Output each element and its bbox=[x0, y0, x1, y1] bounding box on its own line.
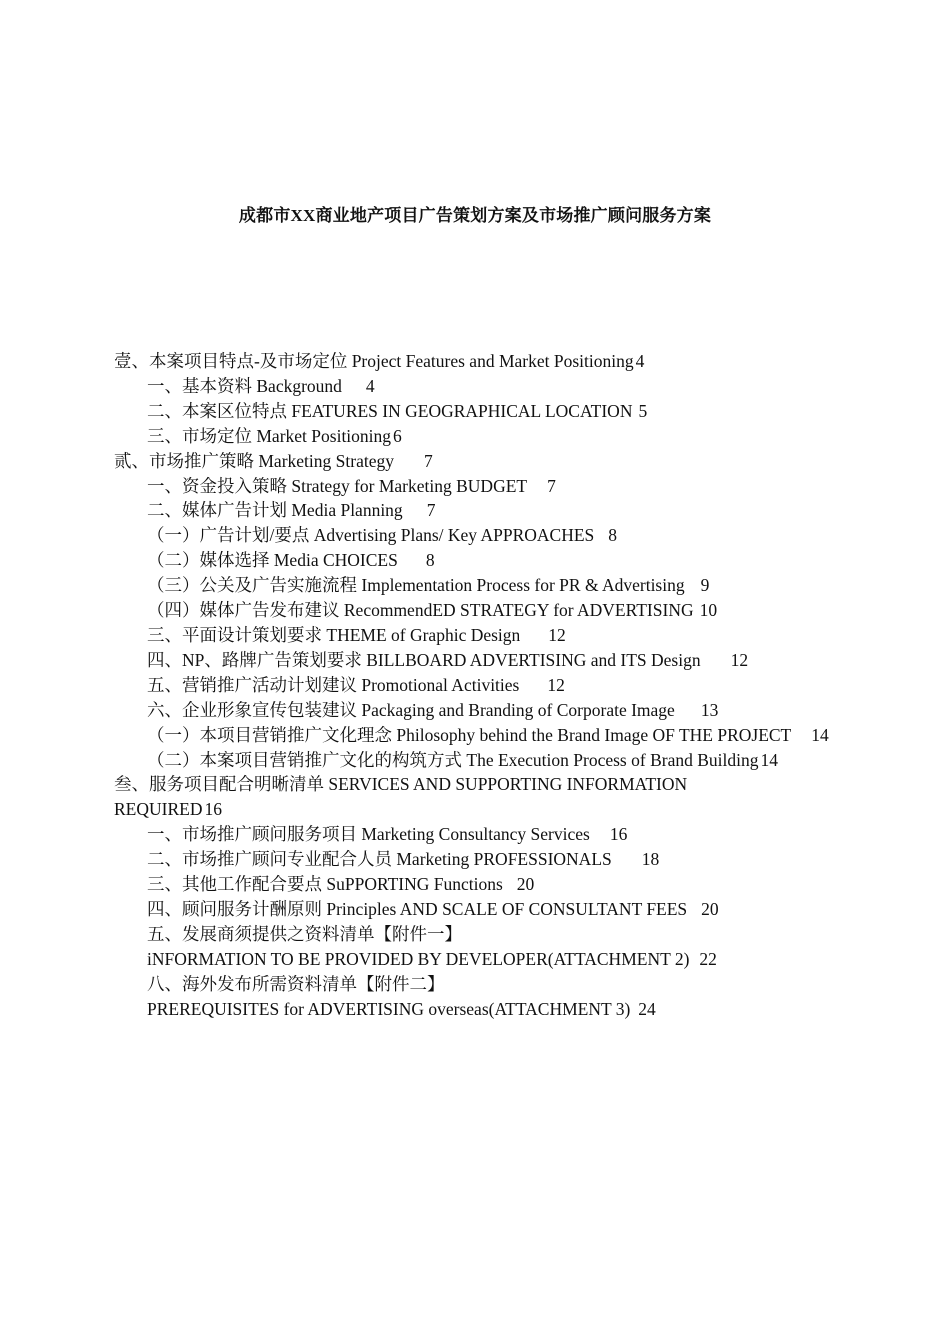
toc-entry-text: 三、平面设计策划要求 THEME of Graphic Design bbox=[147, 624, 521, 645]
toc-entry[interactable] bbox=[114, 399, 854, 424]
toc-entry-page: 16 bbox=[609, 824, 628, 845]
toc-entry[interactable] bbox=[114, 349, 854, 374]
toc-entry-text: 二、市场推广顾问专业配合人员 Marketing PROFESSIONALS bbox=[147, 849, 612, 870]
document-title: 成都市XX商业地产项目广告策划方案及市场推广顾问服务方案 bbox=[238, 206, 712, 225]
toc-entry-text: 二、媒体广告计划 Media Planning bbox=[147, 500, 403, 521]
toc-entry-page: 12 bbox=[548, 624, 566, 645]
toc-entry-page: 22 bbox=[699, 948, 717, 969]
toc-entry-text: 八、海外发布所需资料清单【附件二】 bbox=[147, 973, 445, 994]
toc-entry-text: 一、市场推广顾问服务项目 Marketing Consultancy Services bbox=[147, 824, 590, 845]
toc-entry-text: 六、企业形象宣传包装建议 Packaging and Branding of Corporate Image bbox=[147, 699, 675, 720]
toc-entry-page: 14 bbox=[760, 749, 778, 770]
toc-entry-page: 9 bbox=[700, 575, 710, 596]
toc-entry[interactable] bbox=[114, 449, 854, 474]
toc-entry[interactable] bbox=[114, 573, 854, 598]
toc-entry-text: 贰、市场推广策略 Marketing Strategy bbox=[114, 450, 394, 471]
toc-entry-text: （一）本项目营销推广文化理念 Philosophy behind the Brand Image OF THE PROJECT bbox=[147, 724, 792, 745]
toc-entry-page: 8 bbox=[425, 550, 435, 571]
toc-entry-page: 16 bbox=[204, 799, 222, 820]
toc-entry-page: 24 bbox=[638, 998, 656, 1019]
toc-entry-page: 8 bbox=[608, 525, 617, 546]
toc-entry[interactable] bbox=[114, 474, 854, 499]
toc-entry[interactable] bbox=[114, 723, 854, 748]
toc-entry-page: 20 bbox=[516, 874, 535, 895]
toc-entry-text: （四）媒体广告发布建议 RecommendED STRATEGY for ADVERTISING bbox=[147, 600, 694, 621]
toc-entry[interactable] bbox=[114, 498, 854, 523]
toc-entry-page: 6 bbox=[393, 425, 402, 446]
toc-entry[interactable] bbox=[114, 822, 854, 847]
toc-entry[interactable] bbox=[114, 548, 854, 573]
toc-entry-page: 12 bbox=[547, 674, 565, 695]
toc-entry[interactable] bbox=[114, 698, 854, 723]
toc-entry-page: 4 bbox=[635, 351, 645, 371]
toc-entry[interactable] bbox=[114, 972, 854, 997]
toc-entry-page: 4 bbox=[365, 375, 375, 396]
toc-entry[interactable] bbox=[114, 997, 854, 1022]
toc-entry[interactable] bbox=[114, 623, 854, 648]
toc-entry-page: 12 bbox=[730, 649, 749, 670]
toc-entry[interactable] bbox=[114, 523, 854, 548]
toc-entry-text: （二）媒体选择 Media CHOICES bbox=[147, 550, 398, 571]
toc-entry[interactable] bbox=[114, 673, 854, 698]
toc-entry[interactable] bbox=[114, 648, 854, 673]
toc-entry-text: 五、发展商须提供之资料清单【附件一】 bbox=[147, 923, 462, 944]
toc-entry-page: 13 bbox=[700, 699, 719, 720]
toc-entry-text: 一、基本资料 Background bbox=[147, 375, 342, 396]
toc-entry-page: 7 bbox=[423, 450, 433, 471]
toc-entry-text: （三）公关及广告实施流程 Implementation Process for PR & Advertising bbox=[147, 575, 685, 596]
toc-entry-page: 10 bbox=[699, 600, 718, 621]
toc-entry-text: 一、资金投入策略 Strategy for Marketing BUDGET bbox=[147, 475, 528, 496]
toc-entry[interactable] bbox=[114, 872, 854, 897]
toc-entry-text: 四、NP、路牌广告策划要求 BILLBOARD ADVERTISING and ITS Design bbox=[147, 649, 701, 670]
toc-entry-text: （二）本案项目营销推广文化的构筑方式 The Execution Process of Brand Building bbox=[147, 749, 759, 770]
toc-entry-page: 7 bbox=[426, 500, 436, 521]
toc-entry-text: 二、本案区位特点 FEATURES IN GEOGRAPHICAL LOCATION bbox=[147, 400, 633, 421]
toc-entry-text: PREREQUISITES for ADVERTISING overseas(ATTACHMENT 3) bbox=[147, 998, 631, 1019]
toc-entry[interactable] bbox=[114, 772, 764, 822]
toc-entry-text: 三、其他工作配合要点 SuPPORTING Functions bbox=[147, 874, 503, 895]
toc-entry-page: 20 bbox=[701, 898, 719, 919]
toc-entry[interactable] bbox=[114, 598, 854, 623]
toc-entry-page: 5 bbox=[638, 400, 648, 421]
toc-entry-text: 四、顾问服务计酬原则 Principles AND SCALE OF CONSULTANT FEES bbox=[147, 898, 688, 919]
toc-entry[interactable] bbox=[114, 847, 854, 872]
toc-entry-text: 壹、本案项目特点-及市场定位 Project Features and Market Positioning bbox=[114, 351, 634, 371]
toc-entry-text: 叁、服务项目配合明晰清单 SERVICES AND SUPPORTING INFORMATION REQUIRED bbox=[114, 774, 688, 820]
toc-entry-text: 五、营销推广活动计划建议 Promotional Activities bbox=[147, 674, 520, 695]
toc-entry-text: iNFORMATION TO BE PROVIDED BY DEVELOPER(ATTACHMENT 2) bbox=[147, 948, 690, 969]
toc-entry[interactable] bbox=[114, 897, 854, 922]
toc-entry[interactable] bbox=[114, 374, 854, 399]
toc-entry[interactable] bbox=[114, 947, 854, 972]
toc-entry[interactable] bbox=[114, 424, 854, 449]
toc-entry[interactable] bbox=[114, 922, 854, 947]
toc-entry[interactable] bbox=[114, 748, 854, 773]
toc-entry-page: 14 bbox=[811, 724, 829, 745]
toc-entry-text: （一）广告计划/要点 Advertising Plans/ Key APPROACHES bbox=[147, 525, 595, 546]
table-of-contents bbox=[114, 349, 854, 1021]
toc-entry-page: 7 bbox=[547, 475, 556, 496]
toc-entry-text: 三、市场定位 Market Positioning bbox=[147, 425, 392, 446]
toc-entry-page: 18 bbox=[641, 849, 660, 870]
